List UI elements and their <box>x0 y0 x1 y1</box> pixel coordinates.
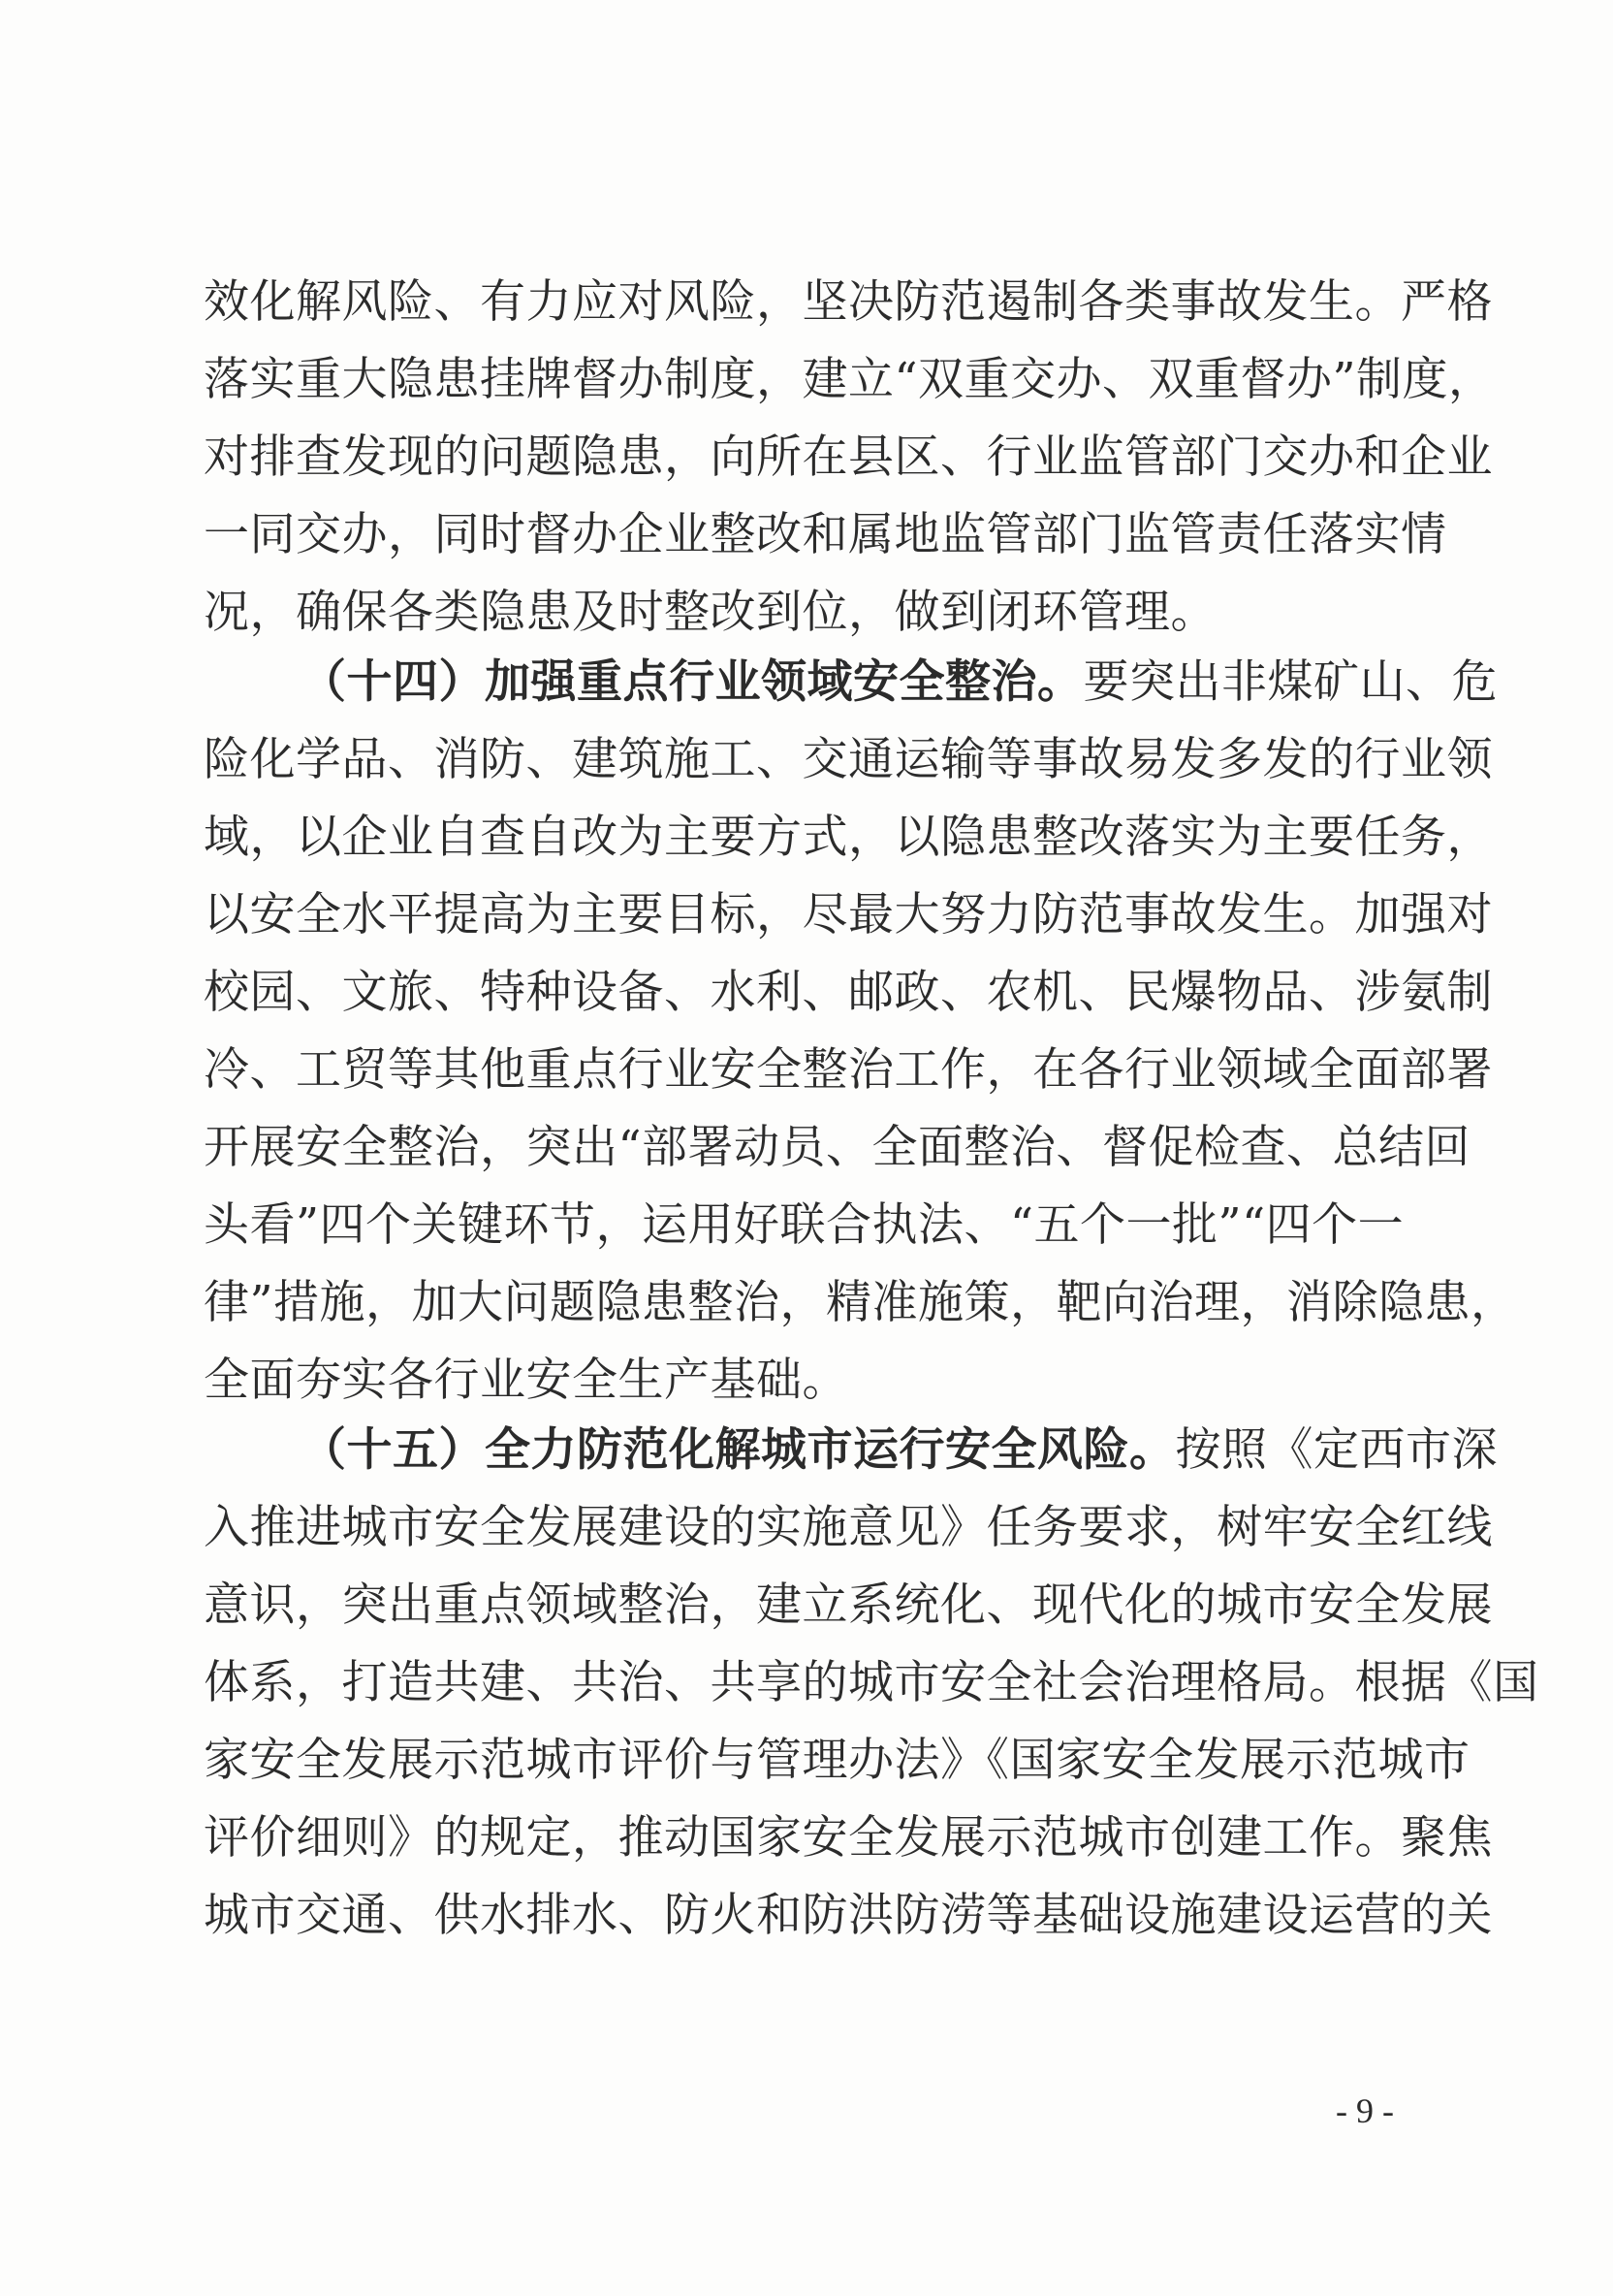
text-line: 以安全水平提高为主要目标，尽最大努力防范事故发生。加强对 <box>204 888 1493 941</box>
page-number: - 9 - <box>1336 2091 1394 2130</box>
section-14-first-line-text: 要突出非煤矿山、危 <box>1083 655 1498 709</box>
text-line: 落实重大隐患挂牌督办制度，建立“双重交办、双重督办”制度， <box>204 353 1495 406</box>
text-line: 入推进城市安全发展建设的实施意见》任务要求，树牢安全红线 <box>204 1501 1493 1554</box>
text-line: 评价细则》的规定，推动国家安全发展示范城市创建工作。聚焦 <box>204 1811 1493 1865</box>
text-line: 对排查发现的问题隐患，向所在县区、行业监管部门交办和企业 <box>204 430 1493 484</box>
section-14-heading: （十四）加强重点行业领域安全整治。 <box>300 655 1084 709</box>
text-line: 效化解风险、有力应对风险，坚决防范遏制各类事故发生。严格 <box>204 275 1493 329</box>
text-line: 开展安全整治，突出“部署动员、全面整治、督促检查、总结回 <box>204 1121 1471 1174</box>
text-line: 险化学品、消防、建筑施工、交通运输等事故易发多发的行业领 <box>204 733 1493 786</box>
section-15-first-line-text: 按照《定西市深 <box>1175 1423 1498 1477</box>
text-line: 一同交办，同时督办企业整改和属地监管部门监管责任落实情 <box>204 508 1447 561</box>
text-line: 家安全发展示范城市评价与管理办法》《国家安全发展示范城市 <box>204 1734 1471 1787</box>
text-line: 头看”四个关键环节，运用好联合执法、“五个一批”“四个一 <box>204 1198 1405 1252</box>
text-line: 校园、文旅、特种设备、水利、邮政、农机、民爆物品、涉氨制 <box>204 966 1493 1019</box>
section-15-first-line <box>300 1412 1498 1489</box>
text-line: 体系，打造共建、共治、共享的城市安全社会治理格局。根据《国 <box>204 1656 1539 1709</box>
section-15-heading: （十五）全力防范化解城市运行安全风险。 <box>300 1423 1176 1477</box>
text-line: 全面夯实各行业安全生产基础。 <box>204 1354 848 1407</box>
text-line: 意识，突出重点领域整治，建立系统化、现代化的城市安全发展 <box>204 1578 1493 1632</box>
section-14-first-line <box>300 644 1498 721</box>
text-line: 律”措施，加大问题隐患整治，精准施策，靶向治理，消除隐患， <box>204 1276 1517 1329</box>
text-line: 冷、工贸等其他重点行业安全整治工作，在各行业领域全面部署 <box>204 1043 1493 1097</box>
text-line: 域，以企业自查自改为主要方式，以隐患整改落实为主要任务， <box>204 811 1493 864</box>
text-line: 况，确保各类隐患及时整改到位，做到闭环管理。 <box>204 586 1217 639</box>
text-line: 城市交通、供水排水、防火和防洪防涝等基础设施建设运营的关 <box>204 1889 1493 1942</box>
